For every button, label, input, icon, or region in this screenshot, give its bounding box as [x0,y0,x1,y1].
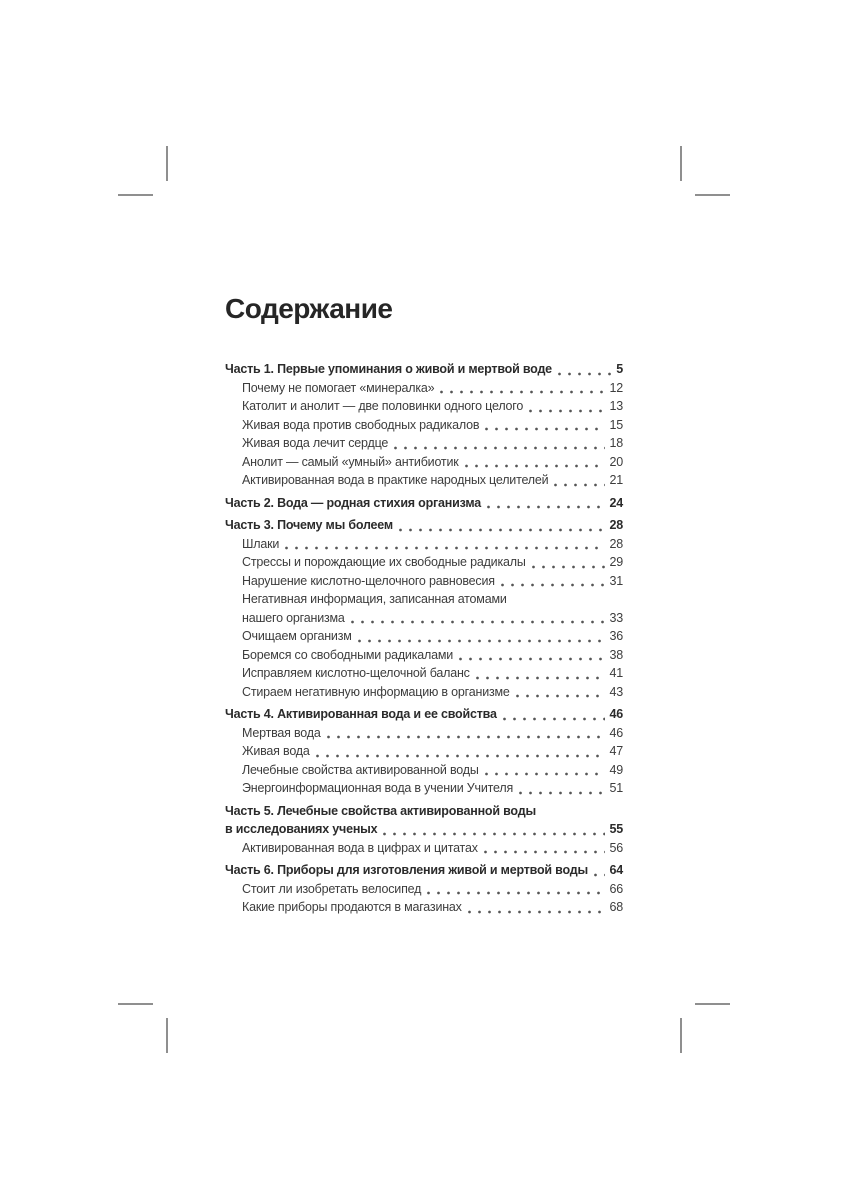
toc-entry-label: Живая вода против свободных радикалов [242,417,480,432]
toc-part-entry [225,516,623,535]
crop-mark-top-left-vertical [166,146,168,181]
crop-mark-top-left-horizontal [118,194,153,196]
toc-entry-label: Живая вода [242,744,310,758]
dot-leader [485,427,605,431]
toc-sub-entry [225,664,623,683]
toc-entry-label: Почему не помогает «минералка» [242,380,435,395]
dot-leader [459,657,605,661]
toc-entry-page: 13 [609,399,623,413]
toc-sub-entry [225,761,623,780]
crop-mark-top-right-horizontal [695,194,730,196]
toc-entry-page: 28 [609,536,623,551]
dot-leader [351,620,606,624]
dot-leader [501,583,606,587]
toc-sub-entry [225,434,623,453]
dot-leader [532,565,606,569]
toc-sub-entry [225,898,623,917]
toc-sub-entry [225,572,623,591]
page-title: Содержание [225,293,393,324]
crop-mark-bottom-right-horizontal [695,1003,730,1005]
toc-entry-page: 47 [609,744,623,758]
toc-entry-page: 20 [609,454,623,469]
toc-entry-label: Энергоинформационная вода в учении Учителя [242,781,514,795]
toc-entry-label: Живая вода лечит сердце [242,436,389,450]
toc-entry-page: 5 [616,362,623,376]
toc-sub-entry [225,590,623,609]
crop-mark-bottom-left-horizontal [118,1003,153,1005]
toc-entry-page: 66 [609,881,623,896]
toc-entry-label: Очищаем организм [242,629,352,643]
toc-part-entry [225,494,623,513]
dot-leader [468,910,606,914]
toc-entry-label: Анолит — самый «умный» антибиотик [242,454,459,469]
dot-leader [476,676,606,680]
toc-sub-entry [225,839,623,858]
dot-leader [285,546,605,550]
toc-entry-label: Лечебные свойства активированной воды [242,762,479,777]
toc-sub-entry [225,397,623,416]
dot-leader [558,372,612,376]
toc-part-entry [225,705,623,724]
toc-sub-entry [225,742,623,761]
toc-entry-label: в исследованиях ученых [225,822,378,836]
toc-part-entry [225,802,623,821]
dot-leader [383,832,605,836]
toc-entry-page: 38 [609,647,623,662]
toc-list [225,360,623,917]
toc-entry-page: 51 [609,781,623,795]
toc-entry-label: Негативная информация, записанная атомами [242,592,507,606]
dot-leader [327,735,606,739]
dot-leader [427,891,605,895]
toc-sub-entry [225,683,623,702]
crop-mark-bottom-left-vertical [166,1018,168,1053]
dot-leader [440,390,605,394]
dot-leader [487,505,606,509]
toc-sub-entry [225,379,623,398]
crop-mark-top-right-vertical [680,146,682,181]
toc-entry-page: 33 [609,610,623,625]
toc-entry-label: Католит и анолит — две половинки одного целого [242,399,524,413]
toc-entry-page: 18 [609,436,623,450]
dot-leader [484,850,606,854]
toc-entry-page: 12 [609,380,623,395]
toc-entry-page: 46 [609,707,623,721]
dot-leader [465,464,606,468]
toc-sub-entry [225,724,623,743]
toc-sub-entry [225,627,623,646]
dot-leader [316,754,606,758]
toc-entry-label: Часть 4. Активированная вода и ее свойства [225,707,497,721]
toc-part-entry [225,820,623,839]
toc-entry-label: Шлаки [242,536,280,551]
content-column [225,294,623,917]
toc-entry-page: 56 [609,840,623,855]
toc-entry-page: 24 [609,495,623,510]
toc-entry-label: Какие приборы продаются в магазинах [242,900,462,914]
toc-entry-label: Активированная вода в цифрах и цитатах [242,840,478,855]
dot-leader [503,717,606,721]
toc-entry-page: 31 [609,573,623,588]
toc-entry-page: 41 [609,666,623,680]
toc-entry-label: Часть 6. Приборы для изготовления живой и мертвой воды [225,863,588,877]
toc-entry-label: Часть 2. Вода — родная стихия организма [225,495,481,510]
dot-leader [399,528,606,532]
dot-leader [485,772,606,776]
toc-entry-label: Стираем негативную информацию в организме [242,684,510,699]
toc-entry-label: Стоит ли изобретать велосипед [242,881,422,896]
dot-leader [394,446,605,450]
toc-sub-entry [225,553,623,572]
dot-leader [519,791,605,795]
toc-entry-label: Часть 1. Первые упоминания о живой и мертвой воде [225,362,552,376]
toc-entry-page: 28 [609,518,623,532]
toc-sub-entry [225,453,623,472]
dot-leader [554,483,605,487]
toc-entry-page: 68 [609,900,623,914]
toc-sub-entry [225,880,623,899]
toc-entry-label: Часть 5. Лечебные свойства активированной воды [225,803,536,818]
toc-entry-label: Часть 3. Почему мы болеем [225,518,393,532]
toc-entry-label: Исправляем кислотно-щелочной баланс [242,666,470,680]
toc-entry-label: Стрессы и порождающие их свободные радикалы [242,555,526,569]
toc-entry-label: Нарушение кислотно-щелочного равновесия [242,573,495,588]
toc-entry-page: 15 [609,417,623,432]
toc-entry-label: Боремся со свободными радикалами [242,647,454,662]
toc-part-entry [225,360,623,379]
toc-sub-entry [225,535,623,554]
toc-entry-page: 49 [609,762,623,777]
toc-entry-page: 29 [609,555,623,569]
toc-sub-entry [225,609,623,628]
toc-entry-page: 46 [609,725,623,740]
toc-sub-entry [225,779,623,798]
toc-entry-page: 21 [609,473,623,487]
toc-entry-label: Активированная вода в практике народных целителей [242,473,549,487]
dot-leader [594,873,606,877]
toc-entry-label: Мертвая вода [242,725,321,740]
toc-entry-page: 55 [609,822,623,836]
toc-sub-entry [225,471,623,490]
toc-entry-page: 64 [609,863,623,877]
toc-sub-entry [225,416,623,435]
toc-entry-page: 43 [609,684,623,699]
dot-leader [529,409,605,413]
toc-entry-page: 36 [609,629,623,643]
toc-part-entry [225,861,623,880]
toc-sub-entry [225,646,623,665]
crop-mark-bottom-right-vertical [680,1018,682,1053]
dot-leader [516,694,606,698]
toc-entry-label: нашего организма [242,610,345,625]
dot-leader [358,639,606,643]
